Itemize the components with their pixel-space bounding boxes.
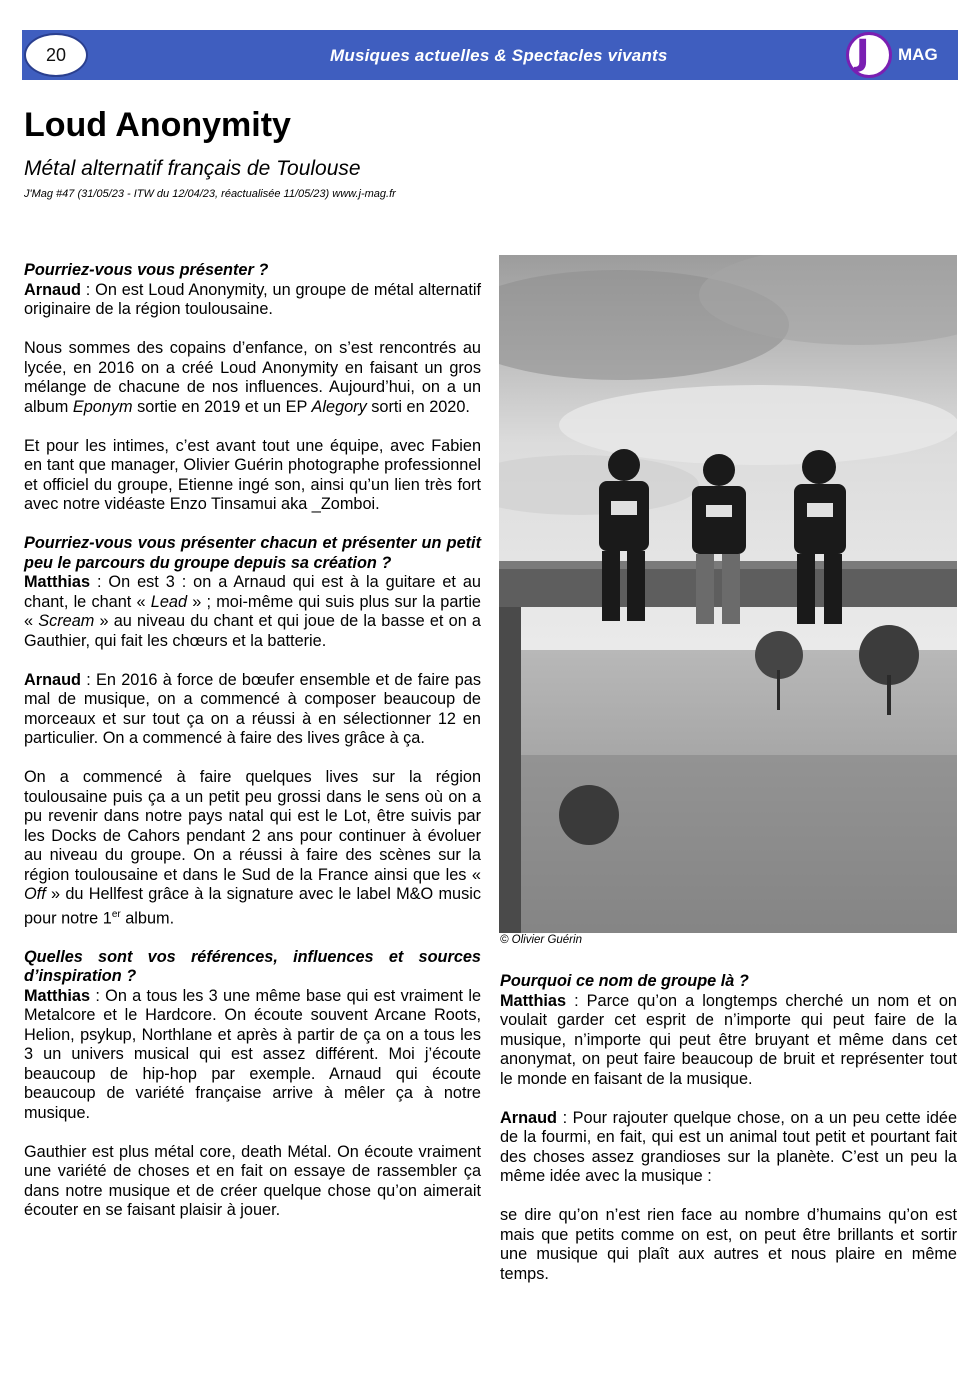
paragraph-2 <box>24 339 481 417</box>
answer-text: » ; moi-même qui suis plus sur la partie « <box>24 592 481 630</box>
paragraph-5 <box>24 671 481 749</box>
article-title: Loud Anonymity <box>24 106 291 144</box>
question-3 <box>24 948 481 1124</box>
speaker-name: Arnaud <box>24 670 81 689</box>
jmag-logo <box>846 32 950 78</box>
paragraph-3: Et pour les intimes, c’est avant tout une équipe, avec Fabien en tant que manager, Olivier Guérin photographe professionnel et officiel du groupe, Etienne ingé son, ainsi qu’un lien très fort avec notre vidéaste Enzo Tinsamui aka _Zomboi. <box>24 436 481 513</box>
paragraph-10 <box>500 1109 957 1187</box>
article-credit-line: J'Mag #47 (31/05/23 - ITW du 12/04/23, réactualisée 11/05/23) www.j-mag.fr <box>24 188 396 200</box>
question-text: Pourriez-vous vous présenter chacun et présenter un petit peu le parcours du groupe depuis sa création ? <box>24 534 481 572</box>
question-2 <box>24 534 481 651</box>
left-column <box>24 261 481 1240</box>
answer-text: On a commencé à faire quelques lives sur la région toulousaine puis ça a un petit peu grossi dans le sens où on a pu revenir dans notre pays natal qui est le Lot, être suivis par les Docks de Cahors pendant 2 ans pour continuer à évoluer au niveau du groupe. On a réussi à faire des scènes sur la région toulousaine et dans le Sud de la France ainsi que les « <box>24 768 481 884</box>
speaker-name: Arnaud <box>24 280 81 299</box>
answer-text: » au niveau du chant et qui joue de la basse et on a Gauthier, qui fait les chœurs et la batterie. <box>24 612 481 650</box>
article-subtitle: Métal alternatif français de Toulouse <box>24 157 361 180</box>
question-text: Quelles sont vos références, influences et sources d’inspiration ? <box>24 947 481 986</box>
logo-letter: J <box>856 33 870 74</box>
answer-text: sorti en 2020. <box>366 397 470 416</box>
band-photo-illustration <box>499 255 957 933</box>
answer-text: : On est 3 : on a Arnaud qui est à la guitare et au chant, le chant « <box>24 573 481 611</box>
speaker-name: Arnaud <box>500 1108 557 1127</box>
right-column <box>500 972 957 1304</box>
answer-text: : On est Loud Anonymity, un groupe de métal alternatif originaire de la région toulousaine. <box>24 280 481 318</box>
answer-text: : Parce qu’on a longtemps cherché un nom et on voulait garder cet esprit de n’importe qui peut faire de la musique, n’importe qui peut être bruyant et même dans cet anonymat, on peut faire beaucoup de bruit et représenter tout le monde en faisant de la musique. <box>500 991 957 1088</box>
speaker-name: Matthias <box>24 573 91 591</box>
answer-text: Nous sommes des copains d’enfance, on s’est rencontrés au lycée, en 2016 on a créé Loud Anonymity en faisant un gros mélange de chacune de nos influences. Aujourd’hui, on a un album <box>24 339 481 416</box>
ep-title: Alegory <box>311 397 367 416</box>
page-number: 20 <box>24 33 88 77</box>
answer-text: : On a tous les 3 une même base qui est vraiment le Metalcore et le Hardcore. On écoute souvent Arcane Roots, Helion, psykup, Northlane et après à partir de ça on a tous les 3 un univers musical qui est assez différent. Moi j’écoute beaucoup de hip-hop par exemple. Arnaud qui écoute beaucoup de variété française arrive à mêler ça à notre musique. <box>24 986 481 1122</box>
emphasis-term: Lead <box>150 592 188 611</box>
paragraph-6 <box>24 768 481 928</box>
album-title: Eponym <box>72 397 133 416</box>
speaker-name: Matthias <box>500 991 567 1010</box>
logo-text: MAG <box>898 45 938 64</box>
section-rubric: Musiques actuelles & Spectacles vivants <box>330 46 668 65</box>
question-4 <box>500 972 957 1089</box>
speaker-name: Matthias <box>24 986 91 1005</box>
band-photo <box>499 255 957 933</box>
question-text: Pourquoi ce nom de groupe là ? <box>500 972 749 990</box>
question-1 <box>24 261 481 320</box>
paragraph-8: Gauthier est plus métal core, death Métal. On écoute vraiment une variété de choses et en fait on essaye de rassembler ça dans notre musique et de créer quelque chose qu’on aimerait écouter en se faisant plaisir à jouer. <box>24 1142 481 1220</box>
answer-text: : En 2016 à force de bœufer ensemble et de faire pas mal de musique, on a commencé à composer beaucoup de morceaux et sur tout ça on a réussi à en sélectionner 12 en particulier. On a commencé à faire des lives grâce à ça. <box>24 670 481 747</box>
emphasis-term: Off <box>24 885 46 903</box>
answer-text: album. <box>120 908 175 927</box>
answer-text: » du Hellfest grâce à la signature avec le label M&O music pour notre 1 <box>24 885 481 927</box>
paragraph-11: se dire qu’on n’est rien face au nombre d’humains qu’on est mais que petits comme on est, on peut être brillants et sortir une musique qui plaît aux autres et nous plaire en même temps. <box>500 1206 957 1283</box>
emphasis-term: Scream <box>38 612 95 630</box>
answer-text: : Pour rajouter quelque chose, on a un peu cette idée de la fourmi, en fait, qui est un animal tout petit et pourtant fait des choses assez grandioses sur la planète. C’est un peu la même idée avec la musique : <box>500 1108 957 1185</box>
photo-credit: © Olivier Guérin <box>500 934 582 946</box>
answer-text: sortie en 2019 et un EP <box>132 397 312 416</box>
ordinal-suffix: er <box>111 908 121 920</box>
question-text: Pourriez-vous vous présenter ? <box>24 261 269 279</box>
